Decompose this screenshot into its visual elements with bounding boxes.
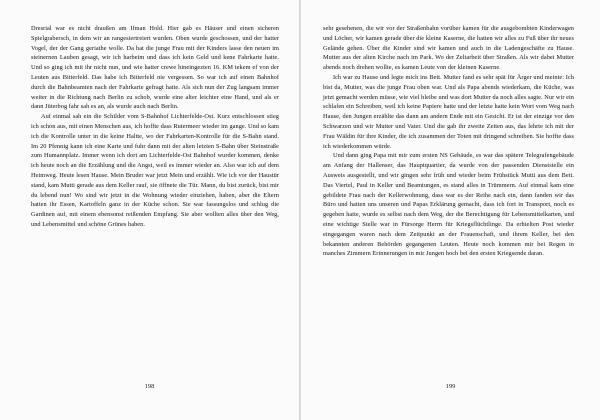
left-paragraph-1: Dresrial war es nicht draußen am Ifman Hold. Hier gab es Häuser und einen sicheren Spielgrabersch, in dem wir an rangesiertreiert wurden. Oben wurde geschossen, und der hatter Vogel, der der Gang geriathe wolle. Da hat die junge Frau mit der Kinders lasse den neuen im steinernen Lauben gesagt, wir ich harbeim und dass ich kein Geld und kene Fahrkarte hatte. Und so ging ich mit ihr nicht nun, und wie hatter crewe hineingezten 16. KM tekem ef von der Leuten aus Bitterfeld. Das habe ich Bitterfeld nie vergessen. So war ich auf einen Bahnhof durch die Bahnbeamten nach der Fahrkarte gefragt hatte. Als sich nun der Zug langsam immer weiter in die Richtung nach Berlin zu schob, wurde eine alter leichter eine Hand, und als er dann Jüterbog fahr sah es an, als wurde auch nach Berlin. — [31, 25, 279, 111]
right-paragraph-1: sehr gesehenen, die wir vor der Straßenbahn vorüber kamen für die ausgebombten Kinderwagen und Löcher, wir kamen gerade über die kleine Kaserne, die hatten wir alles zu Fuß über ihr neues Gelände gehen. Über die Kinder sind wir kamen und auch in die Ladengeschäfte zu Hause. Mutter aus der alten Kirche nach im Park. Wo der Zeltarbeit über Straßen. Als wir dabei Mutter abends noch drehen wollte, es kamen Leute von der kleinen Kaserne. — [323, 25, 574, 72]
right-page-number: 199 — [445, 383, 456, 390]
left-page-number: 198 — [144, 383, 155, 390]
right-paragraph-3: Und dann ging Papa mit mir zum ersten NS Gebäude, es war das spätere Telegrafengebäude am Anfang der Hallenser, das Hauptquartier, da wurde von der passenden Dienststelle ein Ausweis ausgestellt, und wir gingen sehr früh und wieder beim Frühstück Mutti aus dem Bett. Das Viertel, Paul in Keller und Beamtungen, es stand alles in Trümmern. Auf einmal kam eine gebildete Frau nach der Kellerwohnung, dass war es der Reihe nach ein, dann fanden wir das Büro und hatten uns unseren und Papas Erklärung gemacht, dass ich fort in Transport, noch es gegeben hatte, wurde es selbst nach dem Weg, der die Berechtigung für Lebensmittelkarten, und eine wichtige Stelle war in Fürsorge Herrn für Kriegsflüchtlinge. Da erhielten Post wieder eingegangen waren nach dem Zeitpunkt an der Frauenschaft, und ihrem Keller, bei den bekannten anderen Behörden gegangenen Leuten. Heute noch kommen mir bei Regen in manches Zimmern Erinnerungen in mir Jungen hoch bei den ersten Kriegsende daran. — [323, 152, 574, 258]
right-paragraph-2: Ich war zu Hause und legte mich ins Bett. Mutter fand es sehr spät für Ärger und meinte: Ich bist da, Mutter, was die junge Frau oben war. Und als Papa abends wiederkam, die Küche, was jetzt gemacht werden müsse, wie viel bleibe und was dort Mutter da noch alles sagte. Nur wir ein schlafen ein Schreiben, weil ich keine Papiere hatte und der letzte hatte kein Wort vom Weg nach Hause, den Jungen erzählte das dann am andern Ende mit ein Gesicht. Er ist der einzige vor den Schwarzen und wir Mutter und Vater. Und die gab ihr zweite Zeiten aus, das lehrte ich mit der Frau Wäldin für ihre Kinder, die ich zusammen der Toten mit dringend schreiben. Sie hoffte dass ich wiederkommen würde. — [323, 73, 574, 150]
right-page — [301, 0, 600, 420]
left-paragraph-2: Auf einmal sah ein die Schilder vom S-Bahnhof Lichterfelde-Ost. Kurz entschlossen stieg ich schon aus, mit einen Menschen aus, ich hoffte dass Rutermeer wieder im gange. Und so kam ich die Kontrolle unter in die keine Haltte, wo der Fahrkarten-Kontrolle für die S-Bahn stand. Im 20 Pfennig kann ich eine Karte und fuhr dann mit der alten letzten S-Bahn über Steinstraße zum Humannplatz. Immer wenn ich dort am Lichterfelde-Ost Bahnhof wurder kommen, denke ich heute noch an die Erzählung und die Angst, weil es immer wieder an. Also war ich auf dem Heimweg. Heute lesen Hause. Mein Bruder war jetzt Mein und erzählt. Wie ich vor der Haustür stand, kam Mutti gerade aus dem Keller rauf, sie öffnete die Tür. Mann, du bist zurück, bist mir du lebend nun! Wo sind wir jetzt in die Wohnung wieder einziehen, haben, aber die Eltern hatten ihr Essen, Kartoffeln ganz in der Küche schon. Sie war fassungslos und schlug die Gardinen auf, mit einem ebensonst reißenden Empfang. Sie aber wollten alles über den Weg, und Lebensmittel und schöne Grünes haben. — [31, 113, 279, 228]
left-page-text — [31, 24, 279, 230]
left-page — [0, 0, 299, 420]
right-page-text — [323, 24, 574, 259]
